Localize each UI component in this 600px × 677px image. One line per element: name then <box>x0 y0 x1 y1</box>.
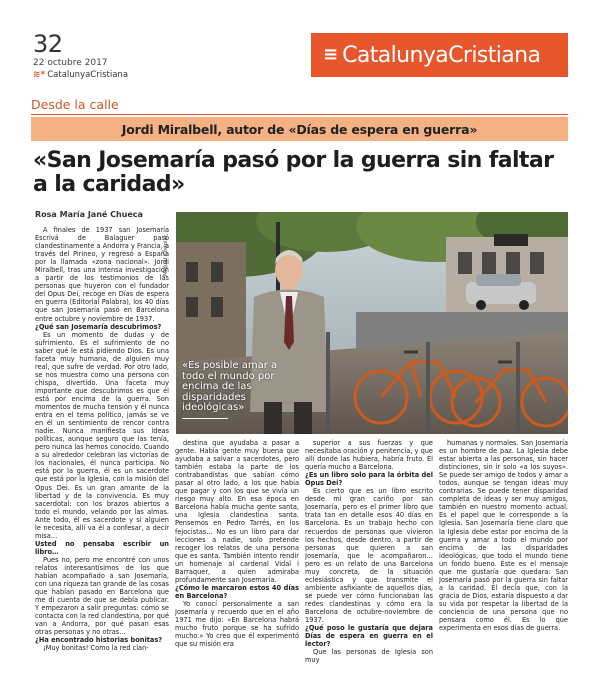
photo-credit <box>163 216 173 276</box>
interview-question: ¿Qué poso le gustaría que dejara Días de espera en guerra en el lector? <box>305 624 433 649</box>
interview-question: ¿Ha encontrado historias bonitas? <box>35 636 163 645</box>
subject-banner <box>31 117 568 141</box>
brand-mark-icon: ≋* <box>33 70 46 80</box>
subject-banner-text: Jordi Miralbell, autor de «Días de espera en guerra» <box>121 121 478 137</box>
article-headline: «San Josemaría pasó por la guerra sin faltar a la caridad» <box>33 148 554 197</box>
paragraph: Pues no, pero me encontré con unos relatos interesantísimos de los que habían acompañado a san Josemaría, con una riqueza tan grande de las cosas que habían pasado en Barcelona que me di cuenta de que se debía publicar. Y empezaron a salir preguntas: cómo se contacta con la red clandestina, por qué van a Andorra, por qué pasan esas otras personas y no otras… <box>35 555 169 637</box>
article-author: Rosa María Jané Chueca <box>35 210 143 219</box>
section-divider <box>31 114 568 115</box>
photo-credit-text: Miquel Codolar <box>163 234 169 276</box>
brand-logo-icon: ≡ <box>323 44 339 65</box>
paragraph: superior a sus fuerzas y que necesitaba oración y penitencia, y que allí donde las hubiera, habría fruto. Él quería mucho a Barcelona. <box>305 439 433 472</box>
article-column-3 <box>305 439 433 671</box>
interview-question: ¿Es un libro solo para la órbita del Opus Dei? <box>305 471 433 488</box>
brand-logo <box>311 33 568 77</box>
small-brand-name: CatalunyaCristiana <box>47 70 129 80</box>
paragraph: A finales de 1937 san Josemaría Escrivá de Balaguer pasó clandestinamente a Andorra y Francia, a través del Pirineo, y regresó a España por la llamada «zona nacional». Jordi Miralbell, tras una intensa investigación a partir de los testimonios de las personas que huyeron con el fundador del Opus Dei, recoge en Días de espera en guerra (Editorial Palabra), los 40 días que san Josemaría pasó en Barcelona entre octubre y noviembre de 1937. <box>35 226 169 323</box>
paragraph: Yo conocí personalmente a san Josemaría y recuerdo que en el año 1971 me dijo: «En Barcelona habrá mucho fruto porque se ha sufrido mucho.» Yo creo que él experimentó que su misión era <box>175 599 299 649</box>
article-column-4 <box>439 439 568 671</box>
article-column-1 <box>35 226 169 670</box>
issue-date: 22 octubre 2017 <box>33 58 108 68</box>
paragraph: destina que ayudaba a pasar a gente. Había gente muy buena que ayudaba a salvar a sacerdotes, pero también estaba la parte de los contrabandistas que sabían cómo pasar al otro lado, a los que había que pagar y con los que se vivía un riesgo muy alto. En esa época en Barcelona había mucha gente santa, una Iglesia clandestina santa. Pensemos en Pedro Tarrés, en los fejocistas… No es un libro para dar lecciones a nadie, solo pretende recoger los relatos de una persona que es santa. También intento rendir un homenaje al cardenal Vidal i Barraquer, a quien admiraba profundamente san Josemaría. <box>175 439 299 584</box>
paragraph: ¡Muy bonitas! Como la red clan- <box>43 644 149 653</box>
pullquote-rule <box>182 418 228 419</box>
pullquote <box>182 361 278 419</box>
interview-question: ¿Qué san Josemaría descubrimos? <box>35 322 162 331</box>
paragraph: Que las personas de Iglesia son muy <box>305 648 433 665</box>
small-brand <box>33 70 128 80</box>
pullquote-text: «Es posible amar a todo el mundo por encima de las disparidades ideológicas» <box>182 360 278 414</box>
brand-logo-text: CatalunyaCristiana <box>342 42 541 68</box>
interview-question: ¿Cómo le marcaron estos 40 días en Barcelona? <box>175 583 299 600</box>
page-number: 32 <box>33 30 63 58</box>
paragraph: Es cierto que es un libro escrito desde mi gran cariño por san Josemaría, pero es el primer libro que trata tan en detalle esos 40 días en Barcelona. Es un trabajo hecho con recuerdos de personas que vivieron los hechos, desde dentro, a partir de personas que quieren a san Josemaría, que le acompañaron… pero es un relato de una Barcelona muy concreta, de la situación eclesiástica y que transmite el ambiente asfixiante de aquellos días, se puede ver cómo funcionaban las redes clandestinas y cómo era la Barcelona de octubre-noviembre de 1937. <box>305 487 433 625</box>
paragraph: humanas y normales. San Josemaría es un hombre de paz. La Iglesia debe estar abierta a las personas, sin hacer distinciones, sin ir solo «a los suyos». Se puede ser amigo de todos y amar a todos, aunque se tengan ideas muy contrarias. Se puede tener disparidad completa de ideas y ser muy amigos, también en nuestro momento actual. Es el papel que le corresponde a la Iglesia. San Josemaría tiene claro que la Iglesia debe estar por encima de la guerra y amar a todo el mundo por encima de las disparidades ideológicas, que todo el mundo tiene un fondo bueno. Éste es el mensaje que me gustaría que quedara: San Josemaría pasó por la guerra sin faltar a la caridad. Él decía que, con la gracia de Dios, estaría dispuesto a dar su vida por respetar la libertad de la conciencia de una persona que no pensara como él. Es lo que experimenta en esos días de guerra. <box>439 439 568 633</box>
article-column-2 <box>175 439 299 671</box>
section-label: Desde la calle <box>31 97 119 112</box>
paragraph: Es un momento de dudas y de sufrimiento. Es el sufrimiento de no saber qué le está pidiendo Dios. Es una faceta muy humana, de alguien muy real, que sufre de verdad. Por otro lado, se nos muestra como una persona con chispa, divertido. Una faceta muy importante que descubrimos es que él está por encima de la guerra. Son momentos de mucha tensión y él nunca entra en el tema político, jamás se ve en él un sentimiento de rencor contra nadie. Nunca manifiesta sus ideas políticas, aunque seguro que las tenía, pero nunca las hemos conocido. Cuando a su alrededor celebran las victorias de los nacionales, él nunca participa. No está por la guerra, él es un sacerdote que está por la Iglesia, con la misión del Opus Dei. Es un gran amante de la libertad y de la convivencia. Es muy sacerdotal: con los brazos abiertos a todo el mundo, velando por las almas. Ante todo, él es sacerdote y si alguien le necesita, allí va él a confesar, a decir misa… <box>35 330 169 540</box>
interview-question: Usted no pensaba escribir un libro… <box>35 539 169 556</box>
